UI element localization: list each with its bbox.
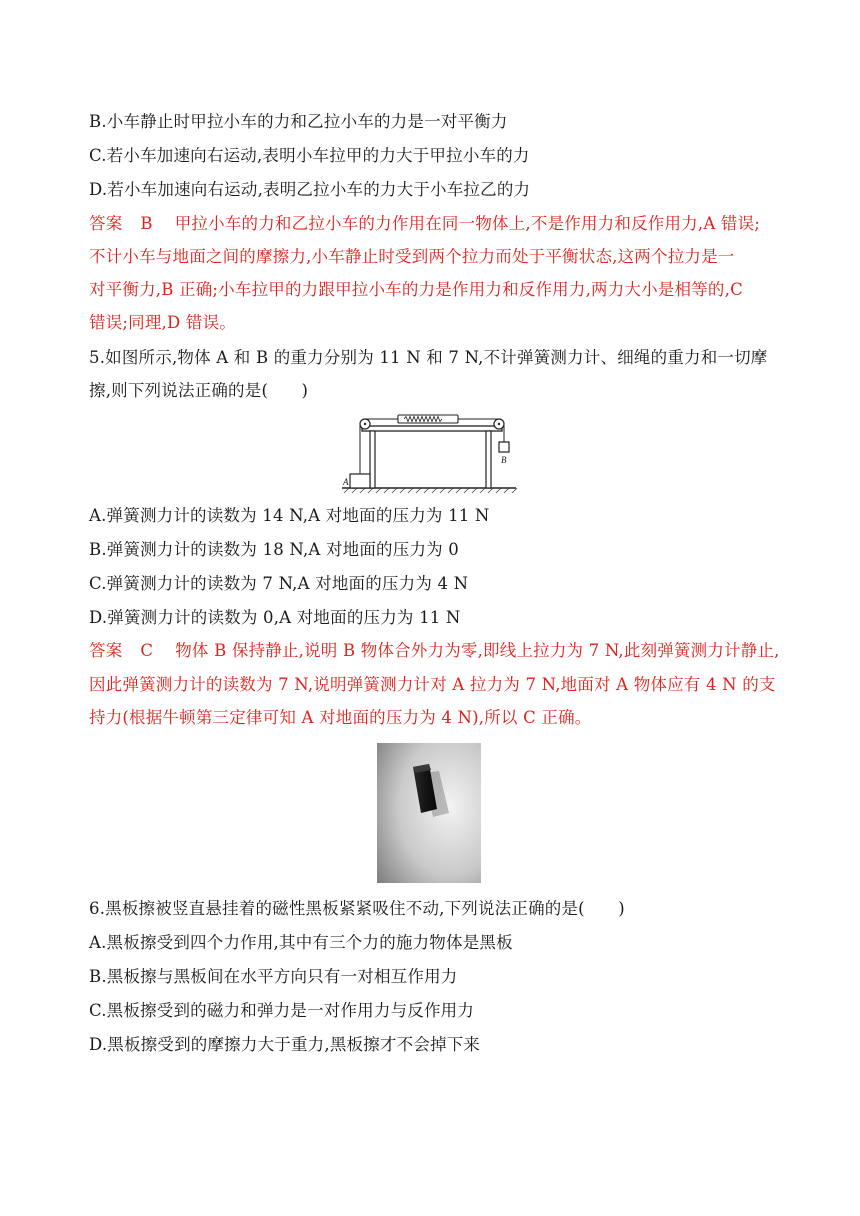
q6-stem: 6.黑板擦被竖直悬挂着的磁性黑板紧紧吸住不动,下列说法正确的是( ): [89, 899, 625, 918]
q4-option-c: C.若小车加速向右运动,表明小车拉甲的力大于甲拉小车的力: [89, 146, 530, 165]
block-b-label: B: [501, 455, 507, 465]
q5-stem-line-2: 擦,则下列说法正确的是( ): [89, 381, 309, 400]
q5-answer-line-3: 持力(根据牛顿第三定律可知 A 对地面的压力为 4 N),所以 C 正确。: [89, 708, 592, 727]
q5-answer-line-1: [89, 640, 790, 662]
block-a-label: A: [343, 477, 349, 487]
q4-answer-line-2: 不计小车与地面之间的摩擦力,小车静止时受到两个拉力而处于平衡状态,这两个拉力是一: [89, 247, 735, 266]
q5-answer-letter: C: [140, 641, 154, 660]
q6-option-c: C.黑板擦受到的磁力和弹力是一对作用力与反作用力: [89, 1001, 475, 1020]
q5-answer-head: 答案: [89, 641, 123, 660]
blackboard-eraser-photo: [377, 743, 481, 883]
q5-option-b: B.弹簧测力计的读数为 18 N,A 对地面的压力为 0: [89, 540, 459, 559]
q4-answer-line-3: 对平衡力,B 正确;小车拉甲的力跟甲拉小车的力是作用力和反作用力,两力大小是相等的,C: [89, 280, 743, 299]
pulley-spring-scale-figure: [340, 412, 520, 494]
q5-answer-text: 物体 B 保持静止,说明 B 物体合外力为零,即线上拉力为 7 N,此刻弹簧测力计静止,: [175, 641, 780, 660]
q5-stem-line-1: 5.如图所示,物体 A 和 B 的重力分别为 11 N 和 7 N,不计弹簧测力计、细绳的重力和一切摩: [89, 348, 768, 367]
q5-option-d: D.弹簧测力计的读数为 0,A 对地面的压力为 11 N: [89, 608, 461, 627]
q5-answer-line-2: 因此弹簧测力计的读数为 7 N,说明弹簧测力计对 A 拉力为 7 N,地面对 A 物体应有 4 N 的支: [89, 675, 776, 694]
q4-option-b: B.小车静止时甲拉小车的力和乙拉小车的力是一对平衡力: [89, 112, 508, 131]
q6-option-b: B.黑板擦与黑板间在水平方向只有一对相互作用力: [89, 967, 458, 986]
q4-answer-letter: B: [140, 214, 153, 233]
q5-option-c: C.弹簧测力计的读数为 7 N,A 对地面的压力为 4 N: [89, 574, 469, 593]
q4-answer-line-1: [89, 213, 790, 235]
q4-option-d: D.若小车加速向右运动,表明乙拉小车的力大于小车拉乙的力: [89, 180, 531, 199]
q4-answer-head: 答案: [89, 214, 123, 233]
q6-option-d: D.黑板擦受到的摩擦力大于重力,黑板擦才不会掉下来: [89, 1035, 481, 1054]
q6-option-a: A.黑板擦受到四个力作用,其中有三个力的施力物体是黑板: [89, 933, 513, 952]
q5-option-a: A.弹簧测力计的读数为 14 N,A 对地面的压力为 11 N: [89, 506, 490, 525]
q4-answer-line-4: 错误;同理,D 错误。: [89, 313, 236, 332]
q4-answer-text: 甲拉小车的力和乙拉小车的力作用在同一物体上,不是作用力和反作用力,A 错误;: [174, 214, 761, 233]
